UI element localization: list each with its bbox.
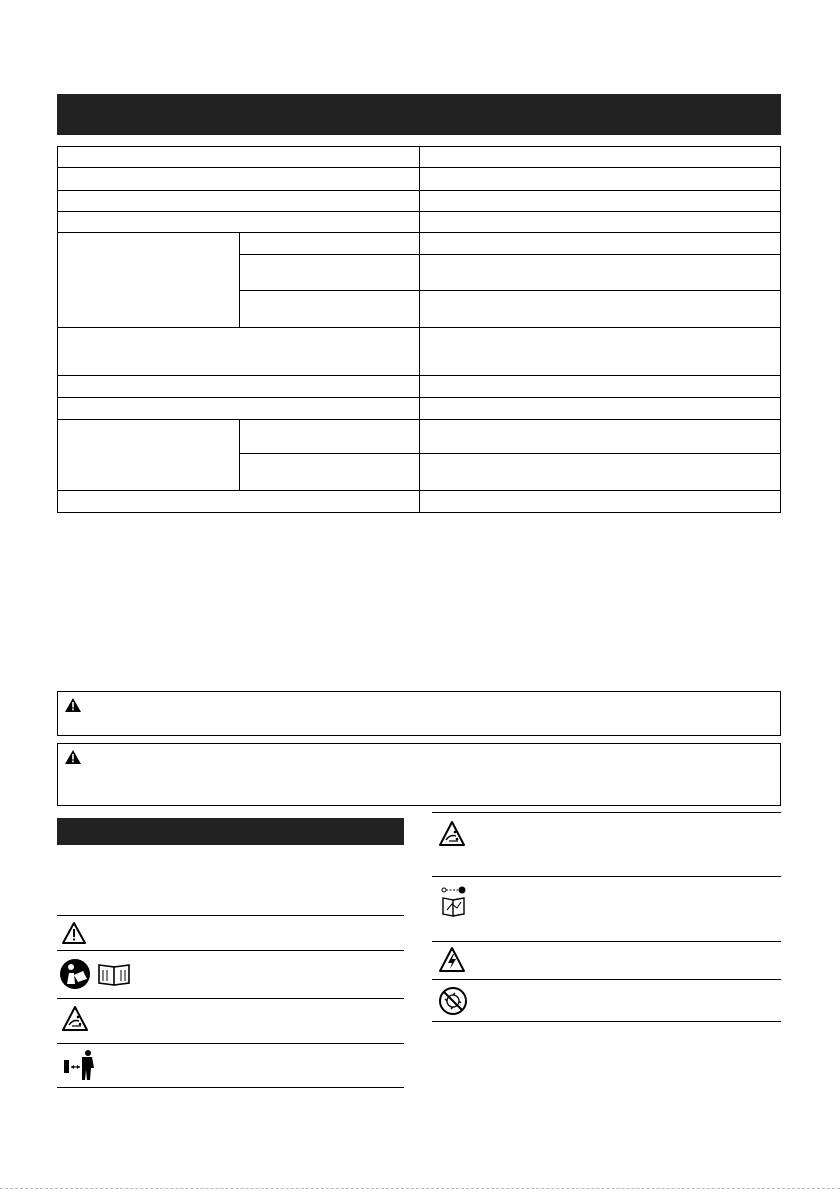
section-header-bar bbox=[57, 94, 781, 135]
electric-shock-icon bbox=[438, 946, 466, 974]
thrown-objects-icon bbox=[438, 820, 466, 848]
warning-triangle-icon bbox=[65, 698, 81, 712]
page-bottom-edge bbox=[0, 1188, 840, 1189]
remove-key-read-manual-icon bbox=[440, 886, 468, 918]
flying-objects-icon bbox=[61, 1005, 89, 1033]
symbols-section-header bbox=[57, 818, 404, 845]
specification-table bbox=[57, 146, 781, 513]
keep-distance-icon bbox=[63, 1048, 97, 1082]
warning-triangle-icon bbox=[65, 750, 81, 764]
read-manual-icon bbox=[59, 957, 135, 991]
no-metal-blade-icon bbox=[438, 986, 468, 1016]
warning-box bbox=[57, 691, 781, 736]
symbol-list-right bbox=[432, 812, 781, 1024]
symbol-list-left bbox=[57, 900, 404, 1090]
warning-box bbox=[57, 743, 781, 806]
caution-triangle-icon bbox=[61, 921, 87, 945]
